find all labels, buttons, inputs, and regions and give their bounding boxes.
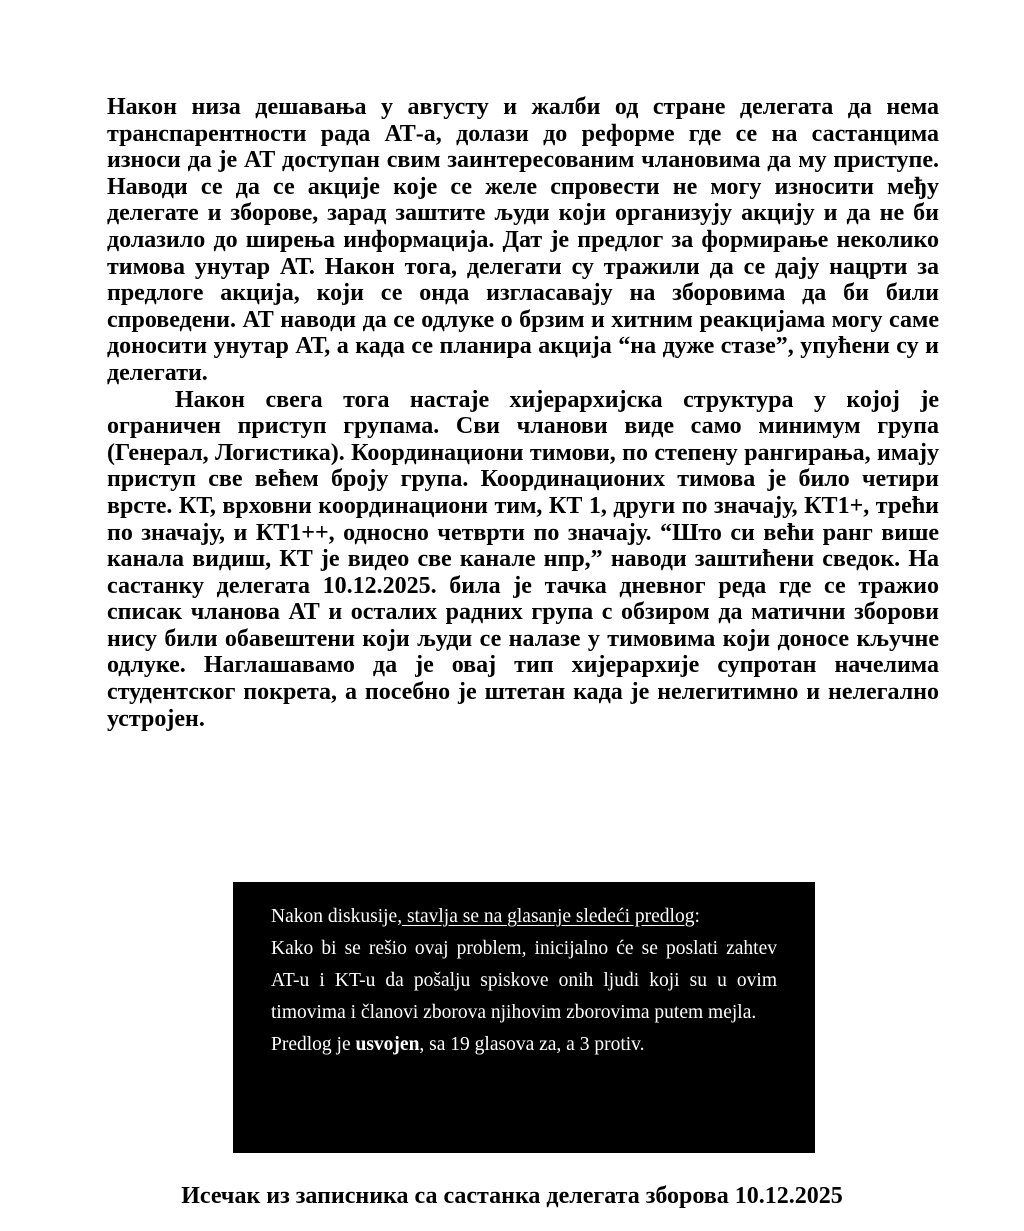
excerpt-result-suffix: , sa 19 glasova za, a 3 protiv.: [419, 1034, 645, 1055]
excerpt-intro-suffix: :: [694, 906, 700, 927]
article-body: [107, 94, 939, 732]
excerpt-intro-prefix: Nakon diskusije,: [271, 906, 403, 927]
article-paragraph-2: Након свега тога настаје хијерархијска структура у којој је ограничен приступ групама. Сви чланови виде само минимум група (Генерал, Логистика). Координациони тимови, по степену рангирања, имају приступ све већем броју група. Координационих тимова је било четири врсте. КТ, врховни координациони тим, КТ 1, други по значају, КТ1+, трећи по значају, и КТ1++, односно четврти по значају. “Што си већи ранг више канала видиш, КТ је видео све канале нпр,” наводи заштићени сведок. На састанку делегата 10.12.2025. била је тачка дневног реда где се тражио списак чланова АТ и осталих радних група с обзиром да матични зборови нису били обавештени који људи се налазе у тимовима који доносе кључне одлуке. Наглашавамо да је овај тип хијерархије супротан начелима студентског покрета, а посебно је штетан када је нелегитимно и нелегално устројен.: [107, 386, 939, 732]
minutes-excerpt-box: [233, 882, 815, 1153]
excerpt-result-verdict: usvojen: [355, 1034, 420, 1055]
excerpt-result: [271, 1029, 777, 1061]
excerpt-proposal: Kako bi se rešio ovaj problem, inicijalno će se poslati zahtev AT-u i KT-u da pošalju spiskove onih ljudi koji su u ovim timovima i članovi zborova njihovim zborovima putem mejla.: [271, 938, 777, 1023]
image-caption: Исечак из записника са састанка делегата зборова 10.12.2025: [181, 1183, 843, 1209]
excerpt-result-prefix: Predlog je: [271, 1034, 356, 1055]
article-paragraph-1: Након низа дешавања у августу и жалби од стране делегата да нема транспарентности рада АТ-а, долази до реформе где се на састанцима износи да је АТ доступан свим заинтересованим члановима да му приступе. Наводи се да се акције које се желе спровести не могу износити међу делегате и зборове, зарад заштите људи који организују акцију и да не би долазило до ширења информација. Дат је предлог за формирање неколико тимова унутар АТ. Након тога, делегати су тражили да се дају нацрти за предлоге акција, који се онда изгласавају на зборовима да би били спроведени. АТ наводи да се одлуке о брзим и хитним реакцијама могу саме доносити унутар АТ, а када се планира акција “на дуже стазе”, упућени су и делегати.: [107, 94, 939, 386]
excerpt-intro: [271, 901, 777, 933]
excerpt-intro-underlined: stavlja se na glasanje sledeći predlog: [402, 906, 695, 927]
minutes-excerpt-text: [271, 901, 777, 1061]
